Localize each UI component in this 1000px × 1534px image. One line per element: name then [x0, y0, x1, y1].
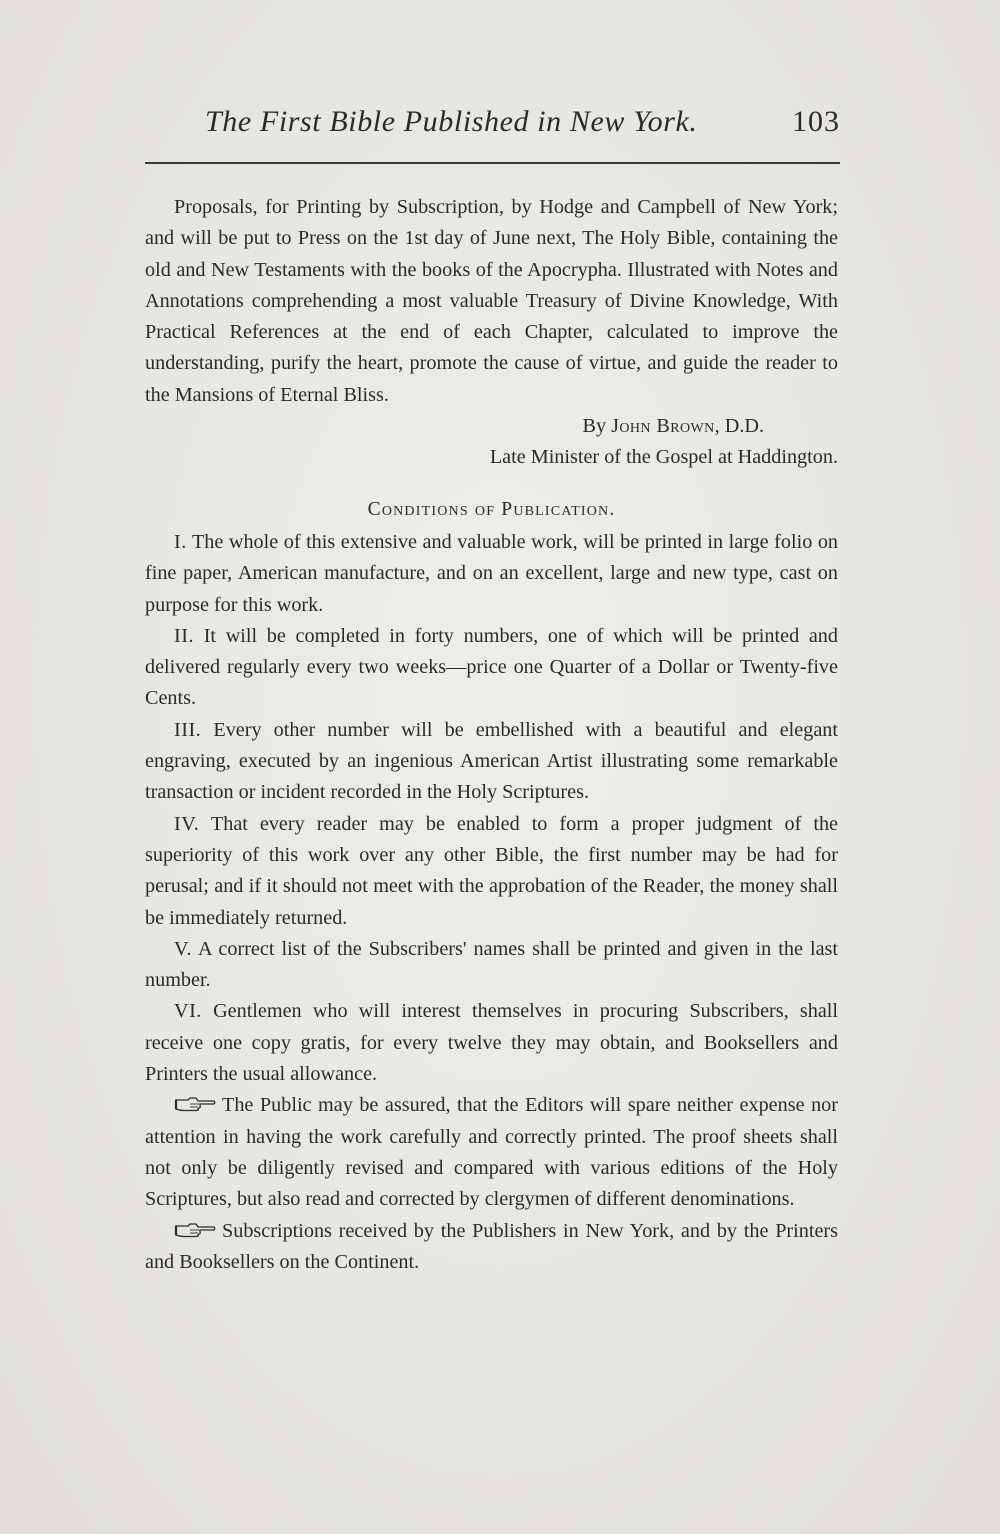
condition-numeral: IV. — [174, 812, 200, 835]
condition-numeral: VI. — [174, 1000, 202, 1023]
condition-item — [145, 527, 838, 621]
condition-numeral: III. — [174, 718, 202, 741]
conditions-heading: Conditions of Publication. — [367, 498, 616, 520]
condition-text: It will be completed in forty numbers, one of which will be printed and delivered regularly every two weeks—price one Quarter of a Dollar or Twenty-five Cents. — [145, 624, 838, 710]
pointing-hand-icon — [174, 1096, 216, 1112]
pointing-hand-icon — [174, 1222, 216, 1238]
public-note — [145, 1090, 838, 1215]
condition-item — [145, 934, 838, 997]
condition-item — [145, 809, 838, 934]
author-name: John Brown — [611, 415, 715, 438]
condition-numeral: V. — [174, 937, 193, 960]
condition-text: A correct list of the Subscribers' names shall be printed and given in the last number. — [145, 937, 838, 992]
page-number: 103 — [792, 105, 840, 138]
author-title: Late Minister of the Gospel at Haddington. — [489, 446, 838, 469]
running-title: The First Bible Published in New York. — [205, 105, 698, 138]
condition-numeral: II. — [174, 624, 194, 647]
header-rule — [145, 162, 840, 164]
author-suffix: , D.D. — [714, 415, 764, 438]
condition-text: That every reader may be enabled to form a proper judgment of the superiority of this work over any other Bible, the first number may be had for perusal; and if it should not meet with the approbation of the Reader, the money shall be immediately returned. — [145, 812, 838, 929]
author-prefix: By — [582, 415, 607, 438]
condition-item — [145, 621, 838, 715]
condition-item — [145, 996, 838, 1090]
condition-text: The whole of this extensive and valuable work, will be printed in large folio on fine paper, American manufacture, and on an excellent, large and new type, cast on purpose for this work. — [145, 530, 839, 616]
note-text: The Public may be assured, that the Editors will spare neither expense nor attention in having the work carefully and correctly printed. The proof sheets shall not only be diligently revised and compared with various editions of the Holy Scriptures, but also read and corrected by clergymen of different denominations. — [145, 1094, 838, 1211]
proposal-paragraph: Proposals, for Printing by Subscription, by Hodge and Campbell of New York; and will be put to Press on the 1st day of June next, The Holy Bible, containing the old and New Testaments with the books of the Apocrypha. Illustrated with Notes and Annotations comprehending a most valuable Treasury of Divine Knowledge, With Practical References at the end of each Chapter, calculated to improve the understanding, purify the heart, promote the cause of virtue, and guide the reader to the Mansions of Eternal Bliss. — [145, 196, 838, 406]
author-line — [145, 411, 838, 442]
note-text: Subscriptions received by the Publishers in New York, and by the Printers and Booksellers on the Continent. — [145, 1219, 838, 1273]
condition-text: Gentlemen who will interest themselves in procuring Subscribers, shall receive one copy gratis, for every twelve they may obtain, and Booksellers and Printers the usual allowance. — [145, 1000, 839, 1086]
condition-numeral: I. — [174, 530, 187, 553]
page-body — [145, 192, 838, 1278]
subscriptions-note — [145, 1216, 838, 1279]
condition-text: Every other number will be embellished with a beautiful and elegant engraving, executed by an ingenious American Artist illustrating some remarkable transaction or incident recorded in the Holy Scriptures. — [145, 718, 839, 804]
condition-item — [145, 715, 838, 809]
page-header — [145, 105, 840, 149]
